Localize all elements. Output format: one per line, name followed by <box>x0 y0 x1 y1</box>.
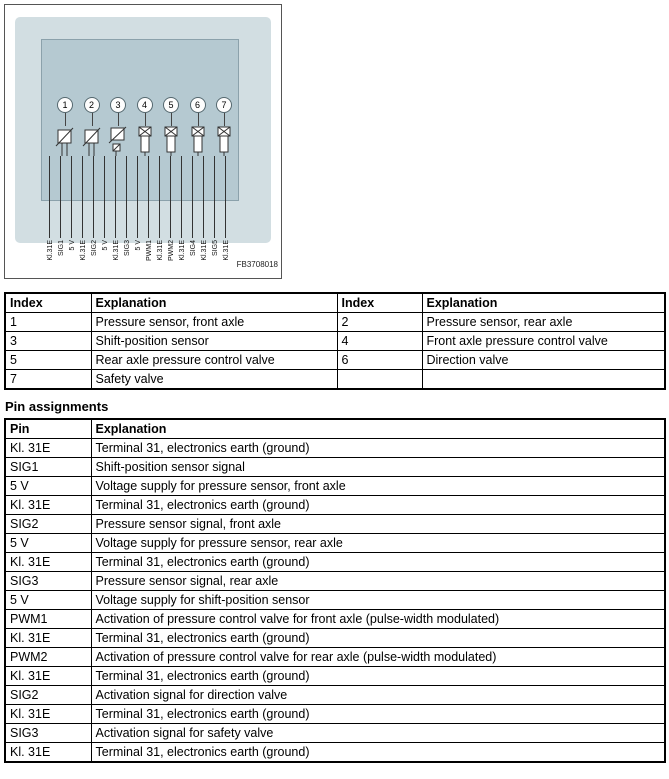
index-cell: 7 <box>5 370 91 390</box>
pin-cell: SIG3 <box>5 724 91 743</box>
table-row <box>5 686 665 705</box>
pin-cell: Kl. 31E <box>5 553 91 572</box>
table-row <box>5 534 665 553</box>
component-diagram <box>4 4 282 279</box>
index-cell: 3 <box>5 332 91 351</box>
table-row <box>5 629 665 648</box>
explanation-cell: Rear axle pressure control valve <box>91 351 337 370</box>
pin-label: Kl.31E <box>157 240 164 261</box>
explanation-cell: Terminal 31, electronics earth (ground) <box>91 629 665 648</box>
explanation-cell: Terminal 31, electronics earth (ground) <box>91 705 665 724</box>
pin-line <box>203 156 204 238</box>
pin-line <box>60 156 61 238</box>
pin-cell: Kl. 31E <box>5 496 91 515</box>
pin-assignments-title: Pin assignments <box>5 399 109 414</box>
table-row <box>5 553 665 572</box>
pin-line <box>192 156 193 238</box>
pin-label: PWM1 <box>146 240 153 261</box>
pin-line <box>214 156 215 238</box>
explanation-cell: Front axle pressure control valve <box>422 332 665 351</box>
pin-table <box>4 418 666 763</box>
index-cell: 6 <box>337 351 422 370</box>
callout-3: 3 <box>110 97 126 113</box>
explanation-cell: Activation signal for direction valve <box>91 686 665 705</box>
pin-cell: SIG2 <box>5 515 91 534</box>
pin-label: 5 V <box>135 240 142 251</box>
pin-line <box>170 156 171 238</box>
pin-line <box>49 156 50 238</box>
explanation-header: Explanation <box>91 293 337 313</box>
table-row <box>5 724 665 743</box>
pin-cell: Kl. 31E <box>5 705 91 724</box>
pin-label: 5 V <box>69 240 76 251</box>
pressure-control-valve-icon <box>135 126 155 156</box>
callout-stem <box>145 113 146 126</box>
index-header: Index <box>337 293 422 313</box>
pin-label: Kl.31E <box>201 240 208 261</box>
pin-label: SIG5 <box>212 240 219 256</box>
callout-7: 7 <box>216 97 232 113</box>
index-cell: 5 <box>5 351 91 370</box>
pin-label: 5 V <box>102 240 109 251</box>
pin-cell: PWM2 <box>5 648 91 667</box>
pin-line <box>225 156 226 238</box>
callout-stem <box>118 113 119 126</box>
index-cell: 4 <box>337 332 422 351</box>
pressure-sensor-icon <box>82 126 102 156</box>
pin-label: SIG2 <box>91 240 98 256</box>
callout-stem <box>198 113 199 126</box>
explanation-cell: Voltage supply for pressure sensor, front axle <box>91 477 665 496</box>
table-row <box>5 572 665 591</box>
pin-line <box>148 156 149 238</box>
table-row <box>5 370 665 390</box>
table-row <box>5 667 665 686</box>
pin-cell: SIG3 <box>5 572 91 591</box>
pin-cell: 5 V <box>5 591 91 610</box>
page <box>0 4 669 763</box>
table-row <box>5 496 665 515</box>
index-table-body <box>5 313 665 390</box>
pin-label: Kl.31E <box>80 240 87 261</box>
direction-valve-icon <box>188 126 208 156</box>
pin-label: Kl.31E <box>179 240 186 261</box>
pin-label: Kl.31E <box>47 240 54 261</box>
pin-cell: 5 V <box>5 477 91 496</box>
pin-header: Pin <box>5 419 91 439</box>
pin-table-header-row <box>5 419 665 439</box>
index-table <box>4 292 666 390</box>
table-row <box>5 332 665 351</box>
table-row <box>5 439 665 458</box>
explanation-header: Explanation <box>422 293 665 313</box>
pin-line <box>93 156 94 238</box>
pin-cell: Kl. 31E <box>5 629 91 648</box>
callout-stem <box>224 113 225 126</box>
callout-6: 6 <box>190 97 206 113</box>
index-cell <box>337 370 422 390</box>
safety-valve-icon <box>214 126 234 156</box>
table-row <box>5 458 665 477</box>
explanation-header: Explanation <box>91 419 665 439</box>
explanation-cell: Pressure sensor, front axle <box>91 313 337 332</box>
pin-cell: PWM1 <box>5 610 91 629</box>
table-row <box>5 648 665 667</box>
explanation-cell: Voltage supply for shift-position sensor <box>91 591 665 610</box>
table-row <box>5 743 665 763</box>
explanation-cell <box>422 370 665 390</box>
table-row <box>5 515 665 534</box>
pin-cell: Kl. 31E <box>5 439 91 458</box>
pin-line <box>137 156 138 238</box>
callout-5: 5 <box>163 97 179 113</box>
table-row <box>5 477 665 496</box>
pressure-control-valve-icon <box>161 126 181 156</box>
pin-line <box>104 156 105 238</box>
pin-cell: 5 V <box>5 534 91 553</box>
table-row <box>5 705 665 724</box>
explanation-cell: Pressure sensor signal, front axle <box>91 515 665 534</box>
explanation-cell: Direction valve <box>422 351 665 370</box>
pin-label: Kl.31E <box>223 240 230 261</box>
explanation-cell: Activation signal for safety valve <box>91 724 665 743</box>
explanation-cell: Shift-position sensor signal <box>91 458 665 477</box>
pin-line <box>82 156 83 238</box>
explanation-cell: Safety valve <box>91 370 337 390</box>
callout-stem <box>171 113 172 126</box>
pin-label: SIG4 <box>190 240 197 256</box>
pin-line <box>126 156 127 238</box>
index-cell: 2 <box>337 313 422 332</box>
callout-2: 2 <box>84 97 100 113</box>
callout-stem <box>92 113 93 126</box>
callout-stem <box>65 113 66 126</box>
explanation-cell: Terminal 31, electronics earth (ground) <box>91 439 665 458</box>
pin-cell: Kl. 31E <box>5 743 91 763</box>
pin-line <box>71 156 72 238</box>
explanation-cell: Activation of pressure control valve for front axle (pulse-width modulated) <box>91 610 665 629</box>
figure-code: FB3708018 <box>236 260 278 269</box>
index-header: Index <box>5 293 91 313</box>
shift-position-sensor-icon <box>108 126 128 156</box>
pin-cell: SIG2 <box>5 686 91 705</box>
explanation-cell: Voltage supply for pressure sensor, rear axle <box>91 534 665 553</box>
table-row <box>5 610 665 629</box>
pin-label: PWM2 <box>168 240 175 261</box>
explanation-cell: Terminal 31, electronics earth (ground) <box>91 496 665 515</box>
table-row <box>5 351 665 370</box>
pin-line <box>181 156 182 238</box>
callout-4: 4 <box>137 97 153 113</box>
index-table-header-row <box>5 293 665 313</box>
table-row <box>5 313 665 332</box>
pin-label: Kl.31E <box>113 240 120 261</box>
pressure-sensor-icon <box>55 126 75 156</box>
explanation-cell: Shift-position sensor <box>91 332 337 351</box>
pin-table-body <box>5 439 665 763</box>
explanation-cell: Pressure sensor signal, rear axle <box>91 572 665 591</box>
index-cell: 1 <box>5 313 91 332</box>
callout-1: 1 <box>57 97 73 113</box>
pin-label: SIG1 <box>58 240 65 256</box>
pin-cell: SIG1 <box>5 458 91 477</box>
explanation-cell: Terminal 31, electronics earth (ground) <box>91 743 665 763</box>
pin-cell: Kl. 31E <box>5 667 91 686</box>
explanation-cell: Terminal 31, electronics earth (ground) <box>91 667 665 686</box>
explanation-cell: Terminal 31, electronics earth (ground) <box>91 553 665 572</box>
pin-label: SIG3 <box>124 240 131 256</box>
explanation-cell: Pressure sensor, rear axle <box>422 313 665 332</box>
table-row <box>5 591 665 610</box>
explanation-cell: Activation of pressure control valve for rear axle (pulse-width modulated) <box>91 648 665 667</box>
pin-line <box>159 156 160 238</box>
pin-line <box>115 156 116 238</box>
